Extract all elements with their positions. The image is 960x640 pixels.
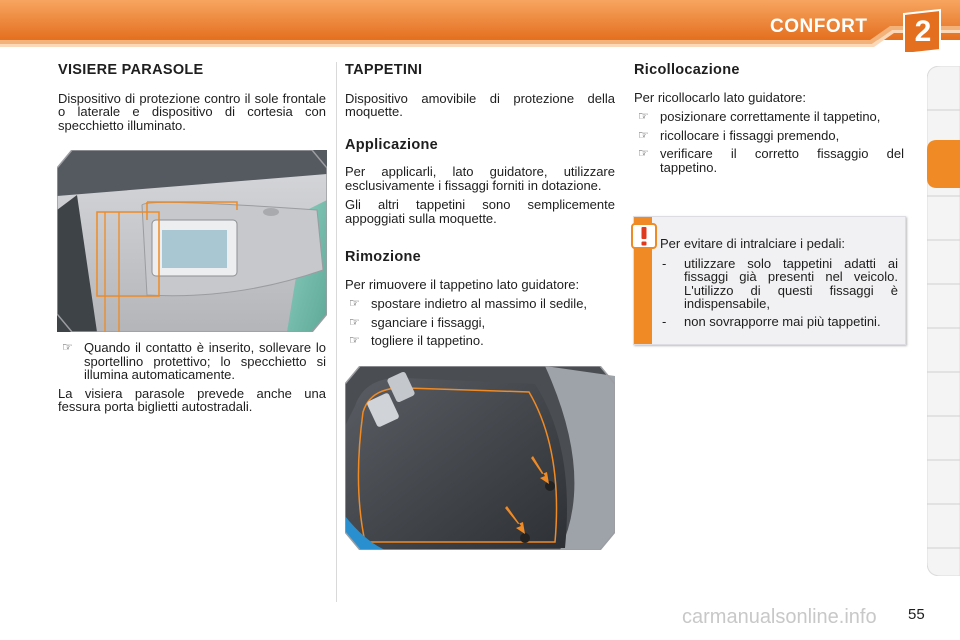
pointing-hand-icon: ☞ (638, 127, 649, 142)
exclamation-icon (631, 223, 657, 249)
sun-visor-photo (57, 150, 327, 332)
list-item: ☞ togliere il tappetino. (345, 334, 615, 348)
floor-mat-photo (345, 366, 615, 550)
rimozione-intro: Per rimuovere il tappetino lato guidatore: (345, 276, 580, 292)
header-title: CONFORT (770, 16, 868, 37)
warning-intro: Per evitare di intralciare i pedali: (660, 236, 845, 251)
applicazione-text-1: Per applicarli, lato guidatore, utilizzare esclusivamente i fissaggi forniti in dotazione. (345, 164, 615, 193)
middle-column (345, 64, 615, 353)
list-item: - utilizzare solo tappetini adatti ai fissaggi già presenti nel veicolo. L'utilizzo di questi fissaggi è indispensabile, (662, 255, 898, 311)
page-number: 55 (908, 606, 925, 623)
right-column (634, 64, 904, 179)
section-title-tappetini: TAPPETINI (345, 62, 423, 78)
subsection-title-applicazione: Applicazione (345, 136, 439, 153)
watermark: carmanualsonline.info (682, 606, 877, 628)
chapter-number: 2 (914, 15, 932, 48)
pointing-hand-icon: ☞ (349, 296, 360, 310)
pointing-hand-icon: ☞ (62, 340, 73, 354)
list-item: ☞ Quando il contatto è inserito, sollevare lo sportellino protettivo; lo specchietto si illumina automaticamente. (58, 341, 326, 382)
column-divider (336, 62, 337, 602)
tappetini-intro: Dispositivo amovibile di protezione della moquette. (345, 90, 615, 119)
list-item: ☞ sganciare i fissaggi, (345, 316, 615, 330)
ricollocazione-intro: Per ricollocarlo lato guidatore: (634, 89, 806, 105)
visiere-note: La visiera parasole prevede anche una fessura porta biglietti autostradali. (58, 385, 326, 414)
pointing-hand-icon: ☞ (638, 109, 649, 123)
subsection-title-ricollocazione: Ricollocazione (634, 62, 740, 78)
warning-content (660, 237, 898, 332)
pointing-hand-icon: ☞ (349, 314, 360, 329)
left-column-lower (58, 341, 326, 420)
list-item: ☞ posizionare correttamente il tappetino, (634, 110, 904, 124)
list-item: ☞ ricollocare i fissaggi premendo, (634, 129, 904, 143)
subsection-title-rimozione: Rimozione (345, 249, 422, 265)
warning-box (633, 216, 906, 345)
list-item: ☞ verificare il corretto fissaggio del tappetino. (634, 147, 904, 174)
pointing-hand-icon: ☞ (349, 333, 360, 347)
chapter-tab-rail[interactable] (927, 66, 960, 576)
list-item: - non sovrapporre mai più tappetini. (662, 313, 881, 329)
visiere-intro: Dispositivo di protezione contro il sole frontale o laterale e dispositivo di cortesia con specchietto illuminato. (58, 90, 326, 133)
applicazione-text-2: Gli altri tappetini sono semplicemente appoggiati sulla moquette. (345, 197, 615, 226)
list-item: ☞ spostare indietro al massimo il sedile, (345, 297, 615, 311)
pointing-hand-icon: ☞ (638, 146, 649, 160)
left-column (58, 64, 326, 138)
section-title-visiere: VISIERE PARASOLE (58, 62, 204, 78)
